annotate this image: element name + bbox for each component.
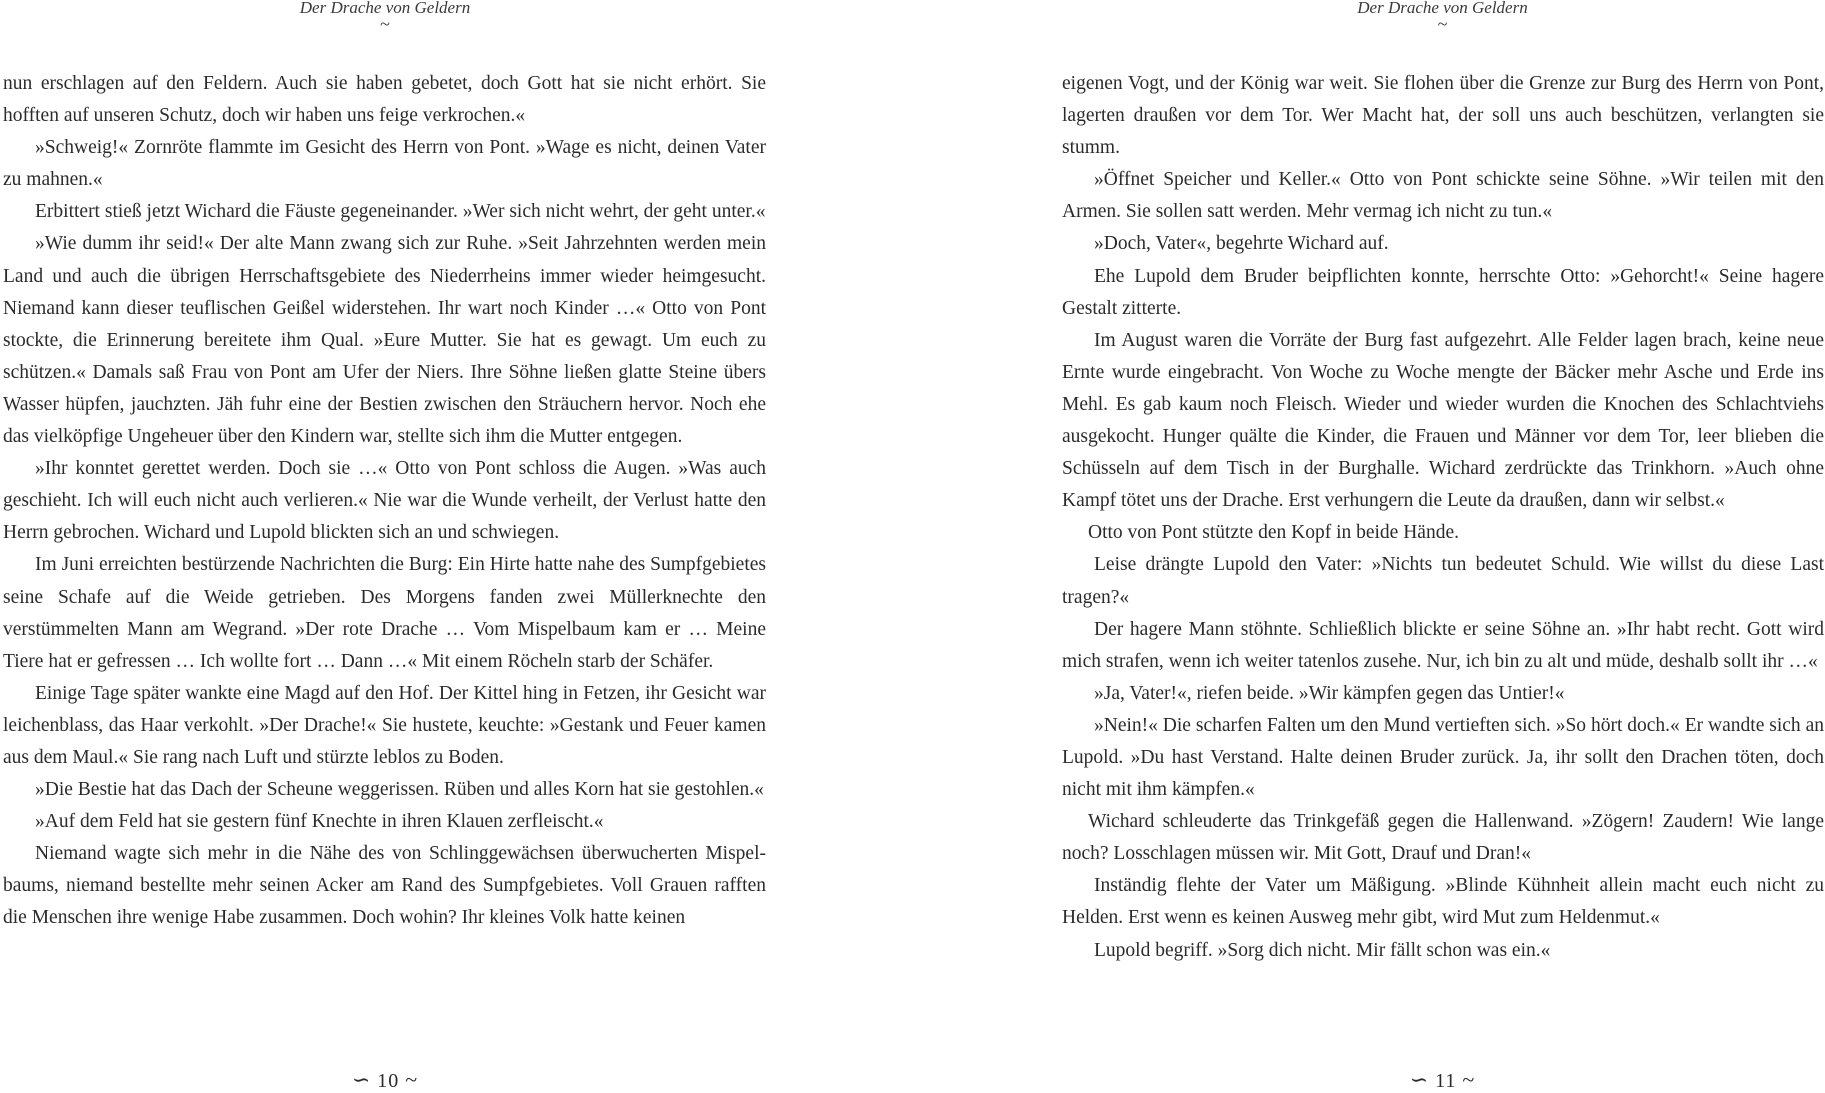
paragraph: nun erschlagen auf den Feldern. Auch sie haben gebetet, doch Gott hat sie nicht erhört. Sie hofften auf unseren Schutz, doch wir haben uns feige verkrochen.«: [3, 73, 766, 127]
paragraph: »Doch, Vater«, begehrte Wichard auf.: [1094, 233, 1389, 255]
paragraph: Im August waren die Vorräte der Burg fast aufgezehrt. Alle Felder lagen brach, keine neue Ernte wurde eingebracht. Von Woche zu Woche mengte der Bäcker mehr Asche und Erde ins Mehl. Es gab kaum noch Fleisch. Wieder und wieder wurden die Knochen des Schlachtviehs ausgekocht. Hunger quälte die Kinder, die Frauen und Männer vor dem Tor, leer blieben die Schüsseln auf dem Tisch in der Burghalle. Wichard zerdrückte das Trinkhorn. »Auch ohne Kampf tötet uns der Drache. Erst verhungern die Leute da draußen, dann wir selbst.«: [1062, 329, 1824, 512]
folio-ornament: ∽: [351, 1067, 372, 1092]
head-ornament: ~: [380, 14, 390, 34]
paragraph: Ehe Lupold dem Bruder beipflichten konnte, herrschte Otto: »Gehorcht!« Seine hagere Gestalt zitterte.: [1062, 265, 1824, 319]
paragraph: Der hagere Mann stöhnte. Schließlich blickte er seine Söhne an. »Ihr habt recht. Gott wird mich strafen, wenn ich weiter tatenlos zusehe. Nur, ich bin zu alt und müde, deshalb sollt ihr …«: [1062, 618, 1824, 672]
paragraph: Niemand wagte sich mehr in die Nähe des von Schlinggewächsen überwucherten Mispelbaums, niemand bestellte mehr seinen Acker am Rand des Sumpfgebietes. Voll Grauen rafften die Menschen ihre wenige Habe zusammen. Doch wohin? Ihr kleines Volk hatte keinen: [3, 843, 766, 929]
paragraph: »Nein!« Die scharfen Falten um den Mund vertieften sich. »So hört doch.« Er wandte sich an Lupold. »Du hast Verstand. Halte deinen Bruder zurück. Ja, ihr sollt den Drachen töten, doch nicht mit ihm kämpfen.«: [1062, 714, 1824, 801]
paragraph: Inständig flehte der Vater um Mäßigung. »Blinde Kühnheit allein macht euch nicht zu Helden. Erst wenn es keinen Ausweg mehr gibt, wird Mut zum Heldenmut.«: [1062, 875, 1824, 929]
page-number-value: 10: [377, 1070, 400, 1092]
paragraph: Wichard schleuderte das Trinkgefäß gegen die Hallenwand. »Zögern! Zaudern! Wie lange noch? Losschlagen müssen wir. Mit Gott, Drauf und Dran!«: [1062, 811, 1824, 865]
paragraph: Erbittert stieß jetzt Wichard die Fäuste gegeneinander. »Wer sich nicht wehrt, der geht unter.«: [35, 201, 766, 223]
paragraph: »Ja, Vater!«, riefen beide. »Wir kämpfen gegen das Untier!«: [1094, 682, 1565, 704]
body-text: [1062, 68, 1824, 967]
page-number: [1060, 1068, 1825, 1093]
paragraph: Im Juni erreichten bestürzende Nachrichten die Burg: Ein Hirte hatte nahe des Sumpfgebietes seine Schafe auf die Weide getrieben. Des Morgens fanden zwei Müllerknechte den verstümmelten Mann am Wegrand. »Der rote Drache … Vom Mispelbaum kam er … Meine Tiere hat er gefressen … Ich wollte fort … Dann …« Mit einem Röcheln starb der Schäfer.: [3, 554, 766, 672]
body-text: [3, 68, 766, 935]
paragraph: »Ihr konntet gerettet werden. Doch sie …« Otto von Pont schloss die Augen. »Was auch geschieht. Ich will euch nicht auch verlieren.« Nie war die Wunde verheilt, der Verlust hatte den Herrn gebrochen. Wichard und Lupold blickten sich an und schwiegen.: [3, 458, 766, 544]
page-number: [0, 1068, 770, 1093]
paragraph: Lupold begriff. »Sorg dich nicht. Mir fällt schon was ein.«: [1094, 939, 1551, 961]
paragraph: »Schweig!« Zornröte flammte im Gesicht des Herrn von Pont. »Wage es nicht, deinen Vater zu mahnen.«: [3, 137, 766, 191]
paragraph: »Auf dem Feld hat sie gestern fünf Knechte in ihren Klauen zerfleischt.«: [35, 811, 604, 833]
paragraph: Otto von Pont stützte den Kopf in beide Hände.: [1088, 522, 1459, 544]
folio-ornament: ~: [405, 1067, 419, 1092]
folio-ornament: ~: [1462, 1067, 1476, 1092]
folio-ornament: ∽: [1409, 1067, 1430, 1092]
right-page: [1060, 0, 1825, 1092]
page-number-value: 11: [1435, 1070, 1457, 1092]
paragraph: »Die Bestie hat das Dach der Scheune weggerissen. Rüben und alles Korn hat sie gestohlen.«: [35, 779, 764, 801]
running-head: Der Drache von Geldern: [299, 0, 471, 17]
paragraph: Einige Tage später wankte eine Magd auf den Hof. Der Kittel hing in Fetzen, ihr Gesicht war leichenblass, das Haar verkohlt. »Der Drache!« Sie hustete, keuchte: »Gestank und Feuer kamen aus dem Maul.« Sie rang nach Luft und stürzte leblos zu Boden.: [3, 682, 766, 768]
paragraph: eigenen Vogt, und der König war weit. Sie flohen über die Grenze zur Burg des Herrn von Pont, lagerten draußen vor dem Tor. Wer Macht hat, der soll uns auch beschützen, verlangten sie stumm.: [1062, 73, 1824, 159]
head-ornament: ~: [1437, 14, 1448, 34]
paragraph: »Öffnet Speicher und Keller.« Otto von Pont schickte seine Söhne. »Wir teilen mit den Armen. Sie sollen satt werden. Mehr vermag ich nicht zu tun.«: [1062, 169, 1824, 223]
paragraph: Leise drängte Lupold den Vater: »Nichts tun bedeutet Schuld. Wie willst du diese Last tragen?«: [1062, 554, 1824, 608]
paragraph: »Wie dumm ihr seid!« Der alte Mann zwang sich zur Ruhe. »Seit Jahrzehnten werden mein Land und auch die übrigen Herrschaftsgebiete des Niederrheins immer wieder heimgesucht. Niemand kann dieser teuflischen Geißel widerstehen. Ihr wart noch Kinder …« Otto von Pont stockte, die Erinnerung bereitete ihm Qual. »Eure Mutter. Sie hat es gewagt. Um euch zu schützen.« Damals saß Frau von Pont am Ufer der Niers. Ihre Söhne ließen glatte Steine übers Wasser hüpfen, jauchzten. Jäh fuhr eine der Bestien zwischen den Sträuchern hervor. Noch ehe das vielköpfige Ungeheuer über den Kindern war, stellte sich ihm die Mutter entgegen.: [3, 233, 766, 448]
running-head: Der Drache von Geldern: [1357, 0, 1528, 17]
left-page: [0, 0, 770, 1092]
